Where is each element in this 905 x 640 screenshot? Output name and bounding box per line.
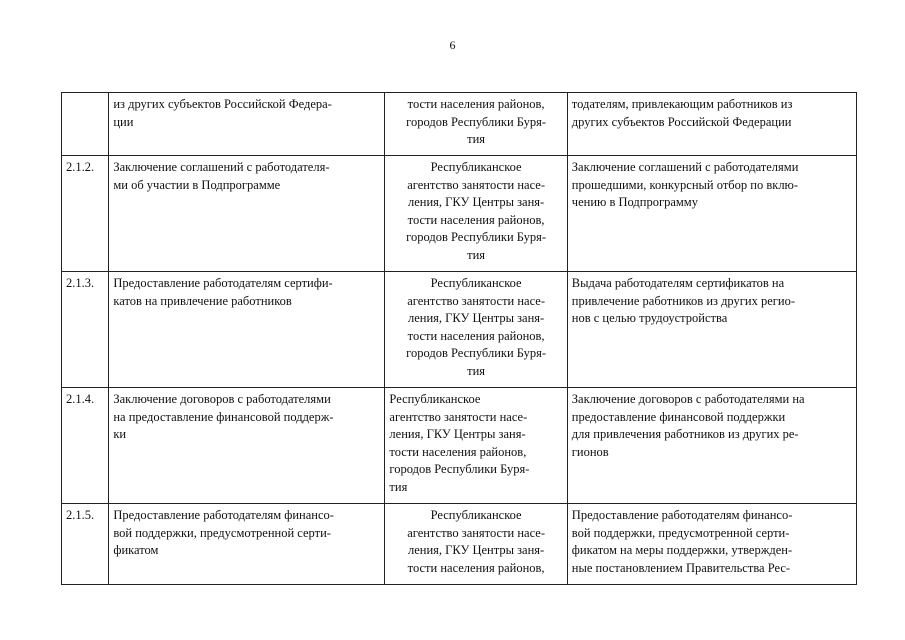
item-number-cell: 2.1.3. [62, 272, 109, 388]
result-cell [567, 504, 856, 585]
executor-cell-line: ления, ГКУ Центры заня- [408, 543, 545, 557]
executor-cell-line: Республиканское [430, 160, 522, 174]
event-cell-line: ции [113, 114, 134, 129]
result-cell-line: Выдача работодателям сертификатов на [571, 276, 785, 290]
result-cell [567, 272, 856, 388]
result-cell-line: предоставление финансовой поддержки [571, 409, 786, 424]
executor-cell-line: агентство занятости насе- [407, 293, 546, 308]
executor-cell-line: тости населения районов, [407, 97, 545, 111]
result-cell-line: для привлечения работников из других ре- [571, 427, 799, 441]
executor-cell-line: городов Республики Буря- [406, 346, 547, 360]
result-cell-line: Заключение соглашений с работодателями [571, 160, 799, 174]
result-cell-line: других субъектов Российской Федерации [571, 114, 792, 129]
event-cell-line: ми об участии в Подпрограмме [113, 177, 281, 192]
executor-cell-line: городов Республики Буря- [389, 462, 530, 476]
event-cell [109, 272, 385, 388]
executor-cell-line: тости населения районов, [407, 328, 545, 343]
executor-cell-line: тия [467, 132, 486, 146]
event-cell [109, 156, 385, 272]
executor-cell-line: тия [389, 479, 408, 494]
table-row [62, 93, 857, 156]
result-cell-line: чению в Подпрограмму [571, 195, 698, 209]
event-cell-line: Заключение договоров с работодателями [113, 392, 331, 406]
event-cell [109, 388, 385, 504]
executor-cell-line: агентство занятости насе- [407, 525, 546, 540]
executor-cell-line: тия [467, 363, 486, 378]
executor-cell [385, 93, 567, 156]
item-number-cell: 2.1.2. [62, 156, 109, 272]
event-cell-line: из других субъектов Российской Федера- [113, 97, 332, 111]
event-cell-line: Предоставление работодателям сертифи- [113, 276, 333, 290]
item-number-cell: 2.1.5. [62, 504, 109, 585]
result-cell-line: Заключение договоров с работодателями на [571, 392, 805, 406]
executor-cell-line: ления, ГКУ Центры заня- [408, 311, 545, 325]
table-row [62, 272, 857, 388]
table-row [62, 504, 857, 585]
executor-cell-line: агентство занятости насе- [389, 409, 528, 424]
executor-cell-line: тости населения районов, [407, 212, 545, 227]
event-cell [109, 93, 385, 156]
executor-cell-line: Республиканское [430, 508, 522, 522]
item-number-cell: 2.1.4. [62, 388, 109, 504]
result-cell-line: гионов [571, 444, 609, 459]
result-cell [567, 93, 856, 156]
result-cell [567, 388, 856, 504]
executor-cell-line: тости населения районов, [407, 560, 545, 575]
table-row [62, 388, 857, 504]
executor-cell-line: тости населения районов, [389, 444, 527, 459]
table-body [62, 93, 857, 585]
result-cell-line: тодателям, привлекающим работников из [571, 97, 793, 111]
event-cell-line: ки [113, 427, 127, 441]
result-cell-line: вой поддержки, предусмотренной серти- [571, 525, 790, 540]
result-cell [567, 156, 856, 272]
result-cell-line: Предоставление работодателям финансо- [571, 508, 793, 522]
event-cell-line: Заключение соглашений с работодателя- [113, 160, 330, 174]
executor-cell-line: ления, ГКУ Центры заня- [408, 195, 545, 209]
page-number: 6 [449, 38, 456, 52]
event-cell-line: катов на привлечение работников [113, 293, 292, 308]
executor-cell [385, 156, 567, 272]
result-cell-line: фикатом на меры поддержки, утвержден- [571, 543, 793, 557]
event-cell-line: на предоставление финансовой поддерж- [113, 409, 334, 424]
result-cell-line: привлечение работников из других регио- [571, 293, 795, 308]
item-number-cell [62, 93, 109, 156]
executor-cell-line: Республиканское [389, 392, 481, 406]
result-cell-line: прошедшими, конкурсный отбор по вклю- [571, 177, 799, 192]
event-cell-line: Предоставление работодателям финансо- [113, 508, 334, 522]
executor-cell-line: ления, ГКУ Центры заня- [389, 427, 526, 441]
executor-cell-line: Республиканское [430, 276, 522, 290]
executor-cell [385, 272, 567, 388]
executor-cell-line: тия [467, 247, 486, 262]
result-cell-line: нов с целью трудоустройства [571, 311, 728, 325]
executor-cell [385, 504, 567, 585]
event-cell [109, 504, 385, 585]
executor-cell-line: городов Республики Буря- [406, 114, 547, 129]
result-cell-line: ные постановлением Правительства Рес- [571, 560, 791, 575]
event-cell-line: вой поддержки, предусмотренной серти- [113, 525, 331, 540]
executor-cell-line: агентство занятости насе- [407, 177, 546, 192]
table-row [62, 156, 857, 272]
executor-cell [385, 388, 567, 504]
program-measures-table [61, 92, 857, 585]
executor-cell-line: городов Республики Буря- [406, 230, 547, 244]
event-cell-line: фикатом [113, 543, 159, 557]
